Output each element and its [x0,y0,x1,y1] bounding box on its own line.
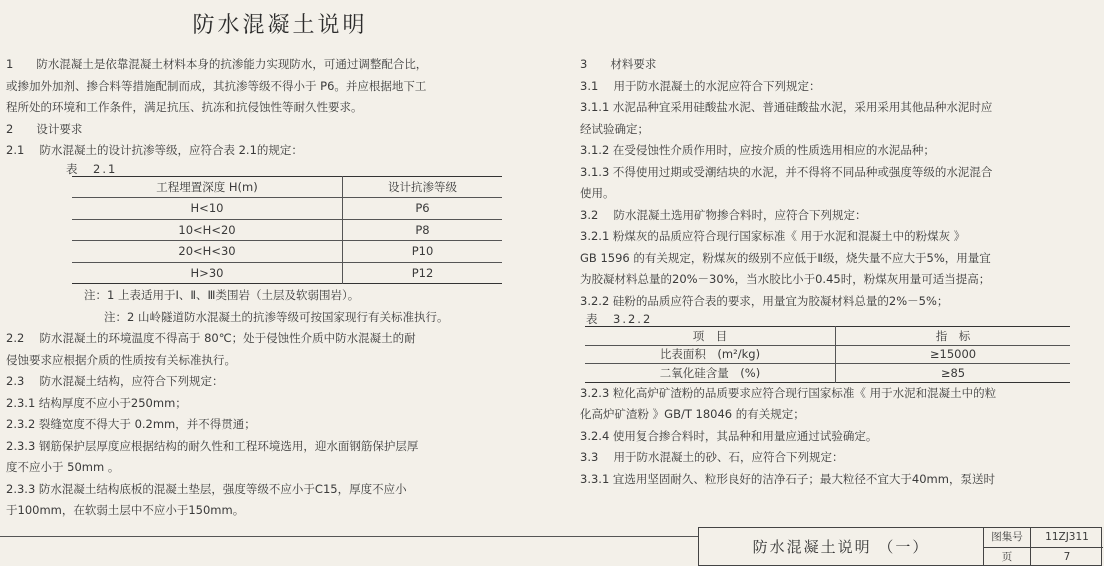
table-cell: H>30 [72,262,343,284]
paragraph-1-line-1: 1 防水混凝土是依靠混凝土材料本身的抗渗能力实现防水，可通过调整配合比， [6,57,428,71]
section-3-1-1-line-1: 3.1.1 水泥品种宜采用硅酸盐水泥、普通硅酸盐水泥，采用采用其他品种水泥时应 [580,100,993,114]
section-3-1-1-line-2: 经试验确定； [580,121,649,136]
page-bottom-rule [0,536,698,537]
table-cell: ≥85 [940,365,966,380]
section-3-2-3-line-2: 化高炉矿渣粉 》GB/T 18046 的有关规定； [580,407,805,421]
table-row [72,241,502,263]
title-block-grid [983,528,1103,565]
table-note-2: 注：2 山岭隧道防水混凝土的抗渗等级可按国家现行有关标准执行。 [104,310,449,324]
atlas-number-value: 11ZJ311 [1045,531,1089,543]
section-2-2-line-1: 2.2 防水混凝土的环境温度不得高于 80℃；处于侵蚀性介质中防水混凝土的耐 [6,331,416,345]
section-2-3-3-line-2: 度不应小于 50mm 。 [6,460,120,474]
table-2-1 [72,176,502,285]
table-cell: ≥15000 [836,345,1071,364]
section-2-1: 2.1 防水混凝土的设计抗渗等级，应符合表 2.1的规定： [6,143,303,157]
table-header-cell: 工程埋置深度 H(m) [72,176,343,198]
section-2-heading: 2 设计要求 [6,121,83,136]
table-cell: P12 [411,265,434,280]
page-number-row [984,548,1103,566]
section-3-2-1-line-2: GB 1596 的有关规定，粉煤灰的级别不应低于Ⅱ级，烧失量不应大于5%，用量宜 [580,250,991,265]
table-header-cell: 设计抗渗等级 [343,176,503,198]
section-3-3: 3.3 用于防水混凝土的砂、石，应符合下列规定： [580,450,844,464]
table-cell: P10 [343,241,503,263]
section-2-2-line-2: 侵蚀要求应根据介质的性质按有关标准执行。 [6,352,236,367]
table-header-row [72,176,502,198]
paragraph-1-line-3: 程所处的环境和工作条件，满足抗压、抗冻和抗侵蚀性等耐久性要求。 [6,100,363,114]
section-3-2-4: 3.2.4 使用复合掺合料时，其品种和用量应通过试验确定。 [580,428,878,443]
section-3-heading: 3 材料要求 [580,57,657,71]
atlas-number-row [984,528,1103,548]
table-row [72,219,502,241]
table-row [72,198,502,220]
table-3-2-2 [585,326,1070,383]
section-3-1: 3.1 用于防水混凝土的水泥应符合下列规定： [580,78,821,93]
section-2-3-1: 2.3.1 结构厚度不应小于250mm； [6,395,187,410]
table-cell: 20<H<30 [72,241,343,263]
table-cell: P8 [343,219,503,241]
table-cell: 二氧化硅含量 (%) [585,364,836,383]
left-column [6,54,551,522]
atlas-number-label: 图集号 [984,528,1031,547]
section-3-3-1: 3.3.1 宜选用坚固耐久、粒形良好的洁净石子；最大粒径不宜大于40mm，泵送时 [580,471,995,486]
table-row [585,364,1070,383]
section-3-2-1-line-3: 为胶凝材料总量的20%－30%，当水胶比小于0.45时，粉煤灰用量可适当提高； [580,272,991,286]
section-3-2-1-line-1: 3.2.1 粉煤灰的品质应符合现行国家标准《 用于水泥和混凝土中的粉煤灰 》 [580,229,966,243]
table-2-1-caption: 表 2.1 [66,161,118,176]
table-3-2-2-caption: 表 3.2.2 [586,312,653,326]
page-title: 防水混凝土说明 [192,13,368,38]
section-3-1-3-line-2: 使用。 [580,186,615,200]
right-column [580,54,1080,490]
paragraph-1-line-2: 或掺加外加剂、掺合料等措施配制而成，其抗渗等级不得小于 P6。并应根据地下工 [6,78,427,93]
table-row [585,345,1070,364]
section-2-3-3b-line-1: 2.3.3 防水混凝土结构底板的混凝土垫层，强度等级不应小于C15，厚度不应小 [6,481,407,496]
table-header-cell: 项 目 [585,327,836,346]
table-header-row [585,327,1070,346]
drawing-name: 防水混凝土说明 （一） [752,538,930,556]
section-3-2: 3.2 防水混凝土选用矿物掺合料时，应符合下列规定： [580,207,867,222]
section-2-3-3-line-1: 2.3.3 钢筋保护层厚度应根据结构的耐久性和工程环境选用，迎水面钢筋保护层厚 [6,438,419,453]
table-header-cell: 指 标 [836,327,1071,346]
table-cell: P6 [343,198,503,220]
table-note-1: 注：1 上表适用于Ⅰ、Ⅱ、Ⅲ类围岩（土层及软弱围岩）。 [84,288,360,302]
table-cell: H<10 [72,198,343,220]
table-cell: 10<H<20 [72,219,343,241]
table-cell: 比表面积 (m²/kg) [585,345,836,364]
section-3-2-2: 3.2.2 硅粉的品质应符合表的要求，用量宜为胶凝材料总量的2%－5%； [580,293,949,308]
page-number-value: 7 [1063,550,1071,563]
section-3-1-3-line-1: 3.1.3 不得使用过期或受潮结块的水泥，并不得将不同品种或强度等级的水泥混合 [580,164,993,179]
section-2-3: 2.3 防水混凝土结构，应符合下列规定： [6,374,224,388]
section-3-1-2: 3.1.2 在受侵蚀性介质作用时，应按介质的性质选用相应的水泥品种； [580,143,935,157]
page-number-label: 页 [984,548,1031,566]
table-row [72,262,502,284]
section-3-2-3-line-1: 3.2.3 粒化高炉矿渣粉的品质要求应符合现行国家标准《 用于水泥和混凝土中的粒 [580,385,997,400]
section-2-3-2: 2.3.2 裂缝宽度不得大于 0.2mm，并不得贯通； [6,417,256,431]
title-block [698,527,1102,566]
section-2-3-3b-line-2: 于100mm，在软弱土层中不应小于150mm。 [6,503,245,517]
